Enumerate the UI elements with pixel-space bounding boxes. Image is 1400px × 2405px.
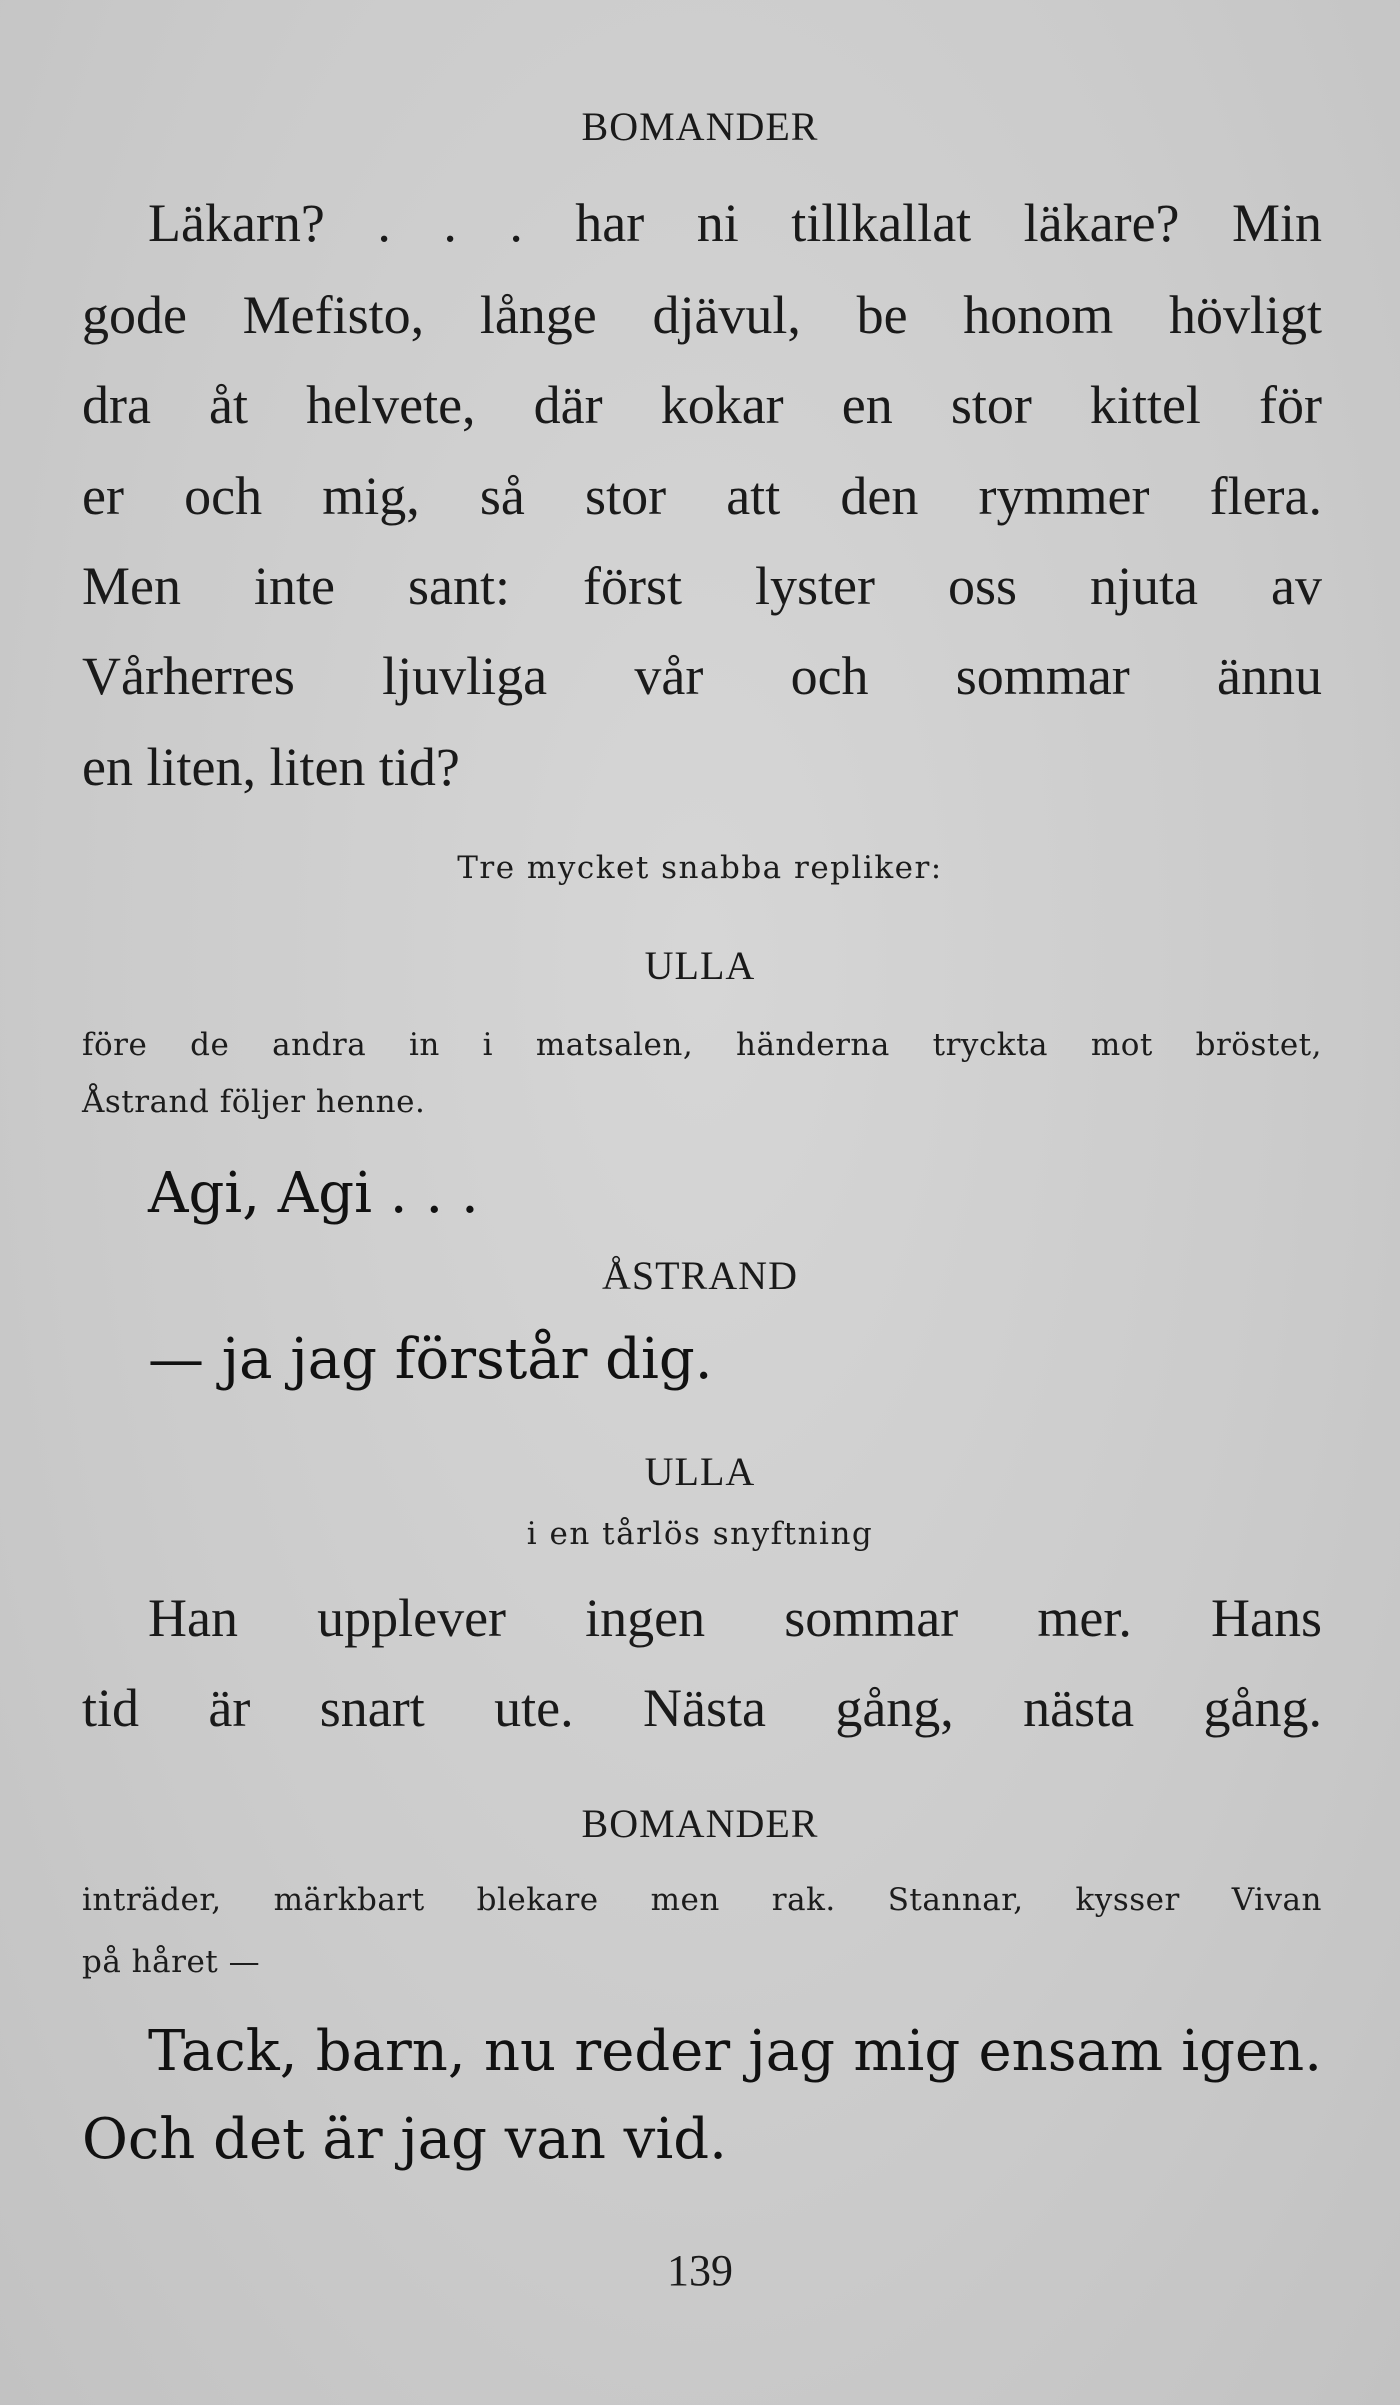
- speech-line: gode Mefisto, långe djävul, be honom hövligt: [82, 285, 1322, 345]
- stage-direction-line: på håret —: [82, 1944, 261, 1980]
- speech-line: Agi, Agi . . .: [148, 1161, 479, 1226]
- stage-direction-line: före de andra in i matsalen, händerna tryckta mot bröstet,: [82, 1027, 1322, 1063]
- stage-direction-line: Åstrand följer henne.: [82, 1084, 426, 1120]
- speaker-astrand: ÅSTRAND: [602, 1253, 798, 1298]
- speech-line: Och det är jag van vid.: [82, 2107, 727, 2172]
- speech-line: Han upplever ingen sommar mer. Hans: [148, 1588, 1322, 1648]
- speech-line: — ja jag förstår dig.: [148, 1327, 713, 1392]
- speech-line: er och mig, så stor att den rymmer flera.: [82, 466, 1322, 526]
- speech-line: Vårherres ljuvliga vår och sommar ännu: [82, 646, 1322, 706]
- speaker-ulla: ULLA: [644, 943, 756, 988]
- speaker-bomander: BOMANDER: [581, 1801, 819, 1846]
- speech-line: Läkarn? . . . har ni tillkallat läkare? Min: [148, 193, 1322, 253]
- stage-direction: i en tårlös snyftning: [526, 1516, 874, 1552]
- speech-line: dra åt helvete, där kokar en stor kittel för: [82, 375, 1322, 435]
- speech-line: en liten, liten tid?: [82, 737, 460, 797]
- speaker-bomander: BOMANDER: [581, 104, 819, 149]
- stage-direction: Tre mycket snabba repliker:: [457, 850, 943, 886]
- page-number: 139: [667, 2246, 733, 2295]
- speech-line: Tack, barn, nu reder jag mig ensam igen.: [148, 2019, 1322, 2084]
- speaker-ulla: ULLA: [644, 1449, 756, 1494]
- speech-line: Men inte sant: först lyster oss njuta av: [82, 556, 1322, 616]
- speech-line: tid är snart ute. Nästa gång, nästa gång.: [82, 1678, 1322, 1738]
- stage-direction-line: inträder, märkbart blekare men rak. Stannar, kysser Vivan: [82, 1882, 1322, 1918]
